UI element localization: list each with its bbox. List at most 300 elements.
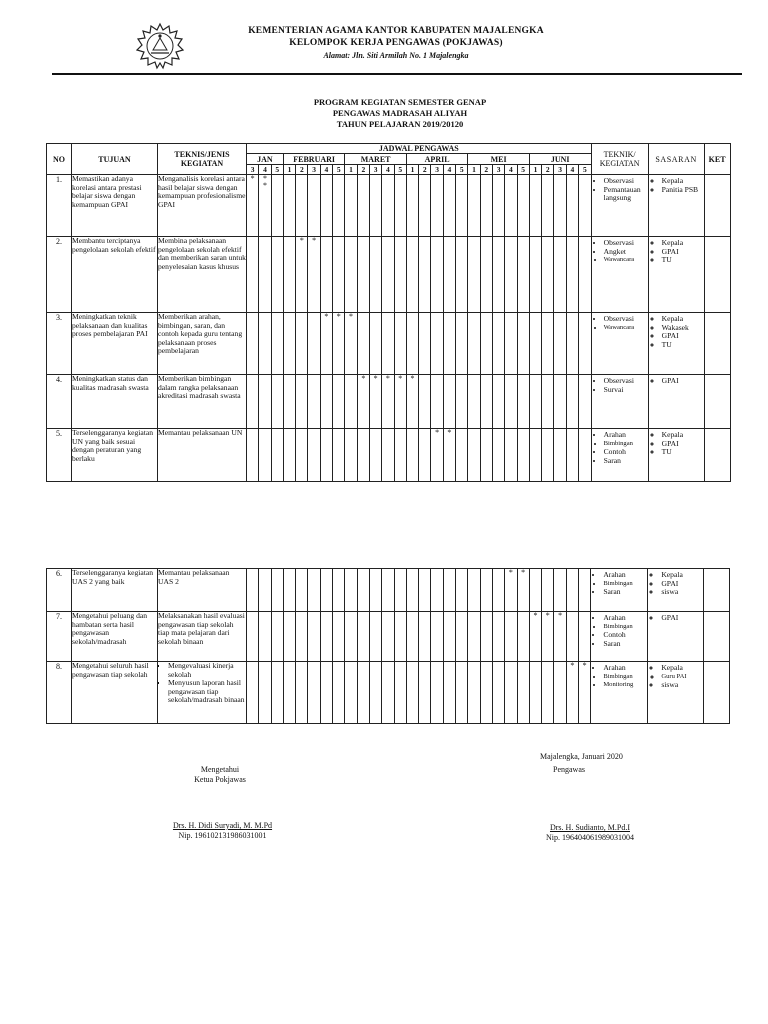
row-number: 6. <box>47 569 72 612</box>
schedule-mark <box>320 662 332 724</box>
schedule-mark <box>259 237 271 313</box>
schedule-mark <box>259 313 271 375</box>
schedule-mark <box>357 612 369 662</box>
schedule-mark <box>394 662 406 724</box>
week-number: 3 <box>554 165 566 175</box>
schedule-mark <box>579 237 592 313</box>
schedule-mark <box>505 175 517 237</box>
schedule-mark <box>320 375 332 429</box>
row-number: 3. <box>47 313 72 375</box>
schedule-mark <box>492 175 504 237</box>
schedule-mark <box>456 662 468 724</box>
sasaran-circle-item: ◦ Guru PAI <box>661 673 703 682</box>
schedule-mark <box>247 662 259 724</box>
teknik-bullet-item: • Arahan <box>603 571 647 580</box>
schedule-mark <box>320 569 332 612</box>
schedule-mark <box>308 612 320 662</box>
row-number: 7. <box>47 612 72 662</box>
teknis-cell: Memberikan bimbingan dalam rangka pelaksanaan akreditasi madrasah swasta <box>158 375 247 429</box>
schedule-mark <box>492 569 504 612</box>
teknik-bullet-item: • Wawancara <box>604 256 648 265</box>
sasaran-circle-item: ◦ GPAI <box>662 377 704 386</box>
teknis-cell <box>158 662 247 724</box>
schedule-mark: * <box>345 313 357 375</box>
schedule-mark <box>456 375 468 429</box>
schedule-mark <box>369 237 381 313</box>
schedule-mark <box>369 313 381 375</box>
sasaran-cell <box>648 175 704 237</box>
tujuan-cell: Mengetahui peluang dan hambatan serta hasil pengawasan sekolah/madrasah <box>72 612 158 662</box>
schedule-mark: * <box>566 662 578 724</box>
schedule-mark <box>271 429 283 482</box>
sign-place-date: Majalengka, Januari 2020 <box>540 752 623 761</box>
week-number: 2 <box>419 165 431 175</box>
schedule-mark <box>431 662 443 724</box>
week-number: 2 <box>542 165 554 175</box>
week-number: 4 <box>382 165 394 175</box>
week-number: 5 <box>394 165 406 175</box>
teknik-bullet-item: • Bimbingan <box>603 673 647 682</box>
teknik-bullet-item: • Contoh <box>603 631 647 640</box>
teknik-bullet-item: • Arahan <box>603 614 647 623</box>
schedule-mark <box>296 313 308 375</box>
schedule-mark <box>480 569 492 612</box>
schedule-mark <box>468 237 480 313</box>
schedule-mark <box>247 237 259 313</box>
sasaran-cell <box>648 313 704 375</box>
schedule-mark <box>505 237 517 313</box>
schedule-mark <box>492 375 504 429</box>
teknik-bullet-item: • Bimbingan <box>603 623 647 632</box>
teknik-bullet-item: • Wawancara <box>604 324 648 333</box>
schedule-mark <box>406 313 418 375</box>
month-header: MEI <box>468 154 529 165</box>
schedule-mark <box>333 569 345 612</box>
schedule-mark <box>406 662 418 724</box>
schedule-mark <box>394 429 406 482</box>
teknik-bullet-item: • Observasi <box>604 315 648 324</box>
schedule-mark <box>505 375 517 429</box>
sasaran-circle-item: ◦ siswa <box>661 681 703 690</box>
schedule-mark <box>431 569 443 612</box>
schedule-mark <box>283 429 295 482</box>
schedule-mark <box>308 313 320 375</box>
schedule-mark <box>333 429 345 482</box>
schedule-mark <box>271 375 283 429</box>
schedule-mark <box>468 175 480 237</box>
schedule-mark <box>296 429 308 482</box>
schedule-mark <box>247 569 259 612</box>
schedule-mark <box>345 429 357 482</box>
schedule-mark <box>456 175 468 237</box>
schedule-mark <box>492 429 504 482</box>
week-number: 5 <box>579 165 592 175</box>
teknis-cell: Memantau pelaksanaan UN <box>158 429 247 482</box>
teknik-cell <box>591 313 648 375</box>
schedule-mark <box>456 569 468 612</box>
schedule-mark <box>357 569 369 612</box>
schedule-mark <box>456 313 468 375</box>
schedule-mark <box>480 375 492 429</box>
schedule-mark <box>554 569 566 612</box>
schedule-mark <box>517 237 529 313</box>
month-header: APRIL <box>406 154 467 165</box>
teknik-cell <box>591 569 648 612</box>
schedule-mark <box>566 375 578 429</box>
teknik-bullet-item: • Observasi <box>604 377 648 386</box>
schedule-mark <box>259 569 271 612</box>
teknik-cell <box>591 237 648 313</box>
week-number: 4 <box>566 165 578 175</box>
teknis-list-item: ▪ Mengevaluasi kinerja sekolah <box>168 662 246 679</box>
tujuan-cell: Membantu terciptanya pengelolaan sekolah efektif <box>72 237 158 313</box>
schedule-mark <box>345 662 357 724</box>
teknik-bullet-item: • Contoh <box>604 448 648 457</box>
col-header-teknik: TEKNIK/ KEGIATAN <box>591 144 648 175</box>
schedule-mark: * <box>394 375 406 429</box>
schedule-mark <box>554 313 566 375</box>
table-row <box>47 429 731 482</box>
schedule-mark <box>296 375 308 429</box>
sasaran-circle-item: ◦ siswa <box>661 588 703 597</box>
week-number: 2 <box>296 165 308 175</box>
table-row <box>47 612 730 662</box>
week-number: 3 <box>492 165 504 175</box>
teknik-bullet-item: • Bimbingan <box>603 580 647 589</box>
sign-right-role: Pengawas <box>553 765 585 774</box>
schedule-mark <box>259 612 271 662</box>
schedule-mark <box>382 175 394 237</box>
schedule-mark <box>468 429 480 482</box>
teknis-cell: Memantau pelaksanaan UAS 2 <box>158 569 247 612</box>
week-number: 4 <box>505 165 517 175</box>
sasaran-circle-item: ◦ Kepala <box>662 177 704 186</box>
schedule-mark <box>296 662 308 724</box>
schedule-mark <box>542 237 554 313</box>
sasaran-circle-item: ◦ Kepala <box>661 571 703 580</box>
teknik-bullet-item: • Saran <box>604 457 648 466</box>
schedule-mark <box>468 313 480 375</box>
table-row <box>47 662 730 724</box>
schedule-mark <box>492 313 504 375</box>
row-number: 1. <box>47 175 72 237</box>
schedule-mark <box>566 612 578 662</box>
header-divider <box>52 73 742 75</box>
schedule-mark <box>443 662 455 724</box>
schedule-mark <box>431 612 443 662</box>
schedule-mark <box>468 612 480 662</box>
sasaran-cell <box>648 569 704 612</box>
sasaran-circle-item: ◦ GPAI <box>661 580 703 589</box>
table-row <box>47 375 731 429</box>
schedule-mark <box>579 313 592 375</box>
week-number: 3 <box>369 165 381 175</box>
week-number: 1 <box>283 165 295 175</box>
tujuan-cell: Meningkatkan status dan kualitas madrasah swasta <box>72 375 158 429</box>
teknik-bullet-item: • Monitoring <box>603 681 647 690</box>
schedule-mark <box>529 375 541 429</box>
month-header: FEBRUARI <box>283 154 344 165</box>
month-header: JUNI <box>529 154 591 165</box>
sasaran-cell <box>648 612 704 662</box>
schedule-mark <box>529 313 541 375</box>
schedule-mark <box>333 237 345 313</box>
schedule-mark <box>296 569 308 612</box>
title-pengawas: PENGAWAS MADRASAH ALIYAH <box>332 108 468 118</box>
tujuan-cell: Mengetahui seluruh hasil pengawasan tiap sekolah <box>72 662 158 724</box>
week-number: 1 <box>529 165 541 175</box>
schedule-mark <box>345 375 357 429</box>
title-program: PROGRAM KEGIATAN SEMESTER GENAP <box>313 97 487 107</box>
schedule-mark <box>369 175 381 237</box>
schedule-mark <box>419 313 431 375</box>
table-row <box>47 569 730 612</box>
schedule-mark <box>492 612 504 662</box>
teknik-bullet-item: • Bimbingan <box>604 440 648 449</box>
header-address: Alamat: Jln. Siti Armilah No. 1 Majalengka <box>323 51 469 60</box>
schedule-mark <box>382 237 394 313</box>
schedule-mark <box>283 569 295 612</box>
row-number: 5. <box>47 429 72 482</box>
schedule-mark: * <box>308 237 320 313</box>
teknik-cell <box>591 429 648 482</box>
schedule-mark <box>394 237 406 313</box>
week-number: 3 <box>431 165 443 175</box>
schedule-table-part1 <box>46 143 731 482</box>
week-number: 1 <box>406 165 418 175</box>
sasaran-circle-item: ◦ TU <box>662 256 704 265</box>
schedule-mark: * * <box>259 175 271 237</box>
schedule-mark <box>443 237 455 313</box>
schedule-mark <box>283 237 295 313</box>
schedule-mark <box>566 237 578 313</box>
schedule-mark <box>308 662 320 724</box>
schedule-mark <box>554 175 566 237</box>
schedule-mark <box>369 569 381 612</box>
schedule-mark <box>271 175 283 237</box>
schedule-mark <box>419 612 431 662</box>
schedule-mark <box>542 429 554 482</box>
teknis-cell: Melaksanakan hasil evaluasi pengawasan tiap sekolah tiap mata pelajaran dari sekolah binaan <box>158 612 247 662</box>
schedule-mark <box>579 429 592 482</box>
schedule-mark <box>579 569 591 612</box>
week-number: 4 <box>320 165 332 175</box>
sign-right-nip: Nip. 196404061989031004 <box>546 833 634 842</box>
week-number: 5 <box>456 165 468 175</box>
schedule-mark <box>505 612 517 662</box>
week-number: 2 <box>480 165 492 175</box>
schedule-mark <box>480 175 492 237</box>
sasaran-cell <box>648 429 704 482</box>
table-row <box>47 237 731 313</box>
schedule-mark <box>271 662 283 724</box>
schedule-mark <box>542 175 554 237</box>
schedule-mark <box>382 429 394 482</box>
schedule-mark <box>320 175 332 237</box>
sasaran-cell <box>648 375 704 429</box>
teknik-cell <box>591 375 648 429</box>
schedule-mark <box>456 237 468 313</box>
schedule-mark <box>247 313 259 375</box>
sasaran-circle-item: ◦ GPAI <box>661 614 703 623</box>
schedule-mark <box>345 175 357 237</box>
schedule-mark <box>554 237 566 313</box>
schedule-mark: * <box>320 313 332 375</box>
schedule-mark <box>431 375 443 429</box>
schedule-mark <box>333 662 345 724</box>
schedule-mark <box>480 662 492 724</box>
schedule-mark <box>345 612 357 662</box>
schedule-table-part2 <box>46 568 730 724</box>
schedule-mark <box>529 569 541 612</box>
col-header-no: NO <box>47 144 72 175</box>
teknis-cell: Membina pelaksanaan pengelolaan sekolah efektif dan memberikan saran untuk penyelesaian kasus khusus <box>158 237 247 313</box>
title-year: TAHUN PELAJARAN 2019/20120 <box>336 119 464 129</box>
sasaran-cell <box>648 662 704 724</box>
week-number: 1 <box>345 165 357 175</box>
schedule-mark <box>357 237 369 313</box>
schedule-mark: * <box>333 313 345 375</box>
schedule-mark <box>406 429 418 482</box>
schedule-mark <box>283 175 295 237</box>
teknik-cell <box>591 175 648 237</box>
schedule-mark <box>259 662 271 724</box>
schedule-mark: * <box>579 662 591 724</box>
row-number: 8. <box>47 662 72 724</box>
sign-left-role2: Ketua Pokjawas <box>194 775 246 784</box>
schedule-mark <box>443 569 455 612</box>
schedule-mark <box>443 313 455 375</box>
tujuan-cell: Meningkatkan teknik pelaksanaan dan kualitas proses pembelajaran PAI <box>72 313 158 375</box>
schedule-mark <box>382 612 394 662</box>
schedule-mark <box>480 429 492 482</box>
teknik-cell <box>591 662 648 724</box>
schedule-mark: * <box>369 375 381 429</box>
schedule-mark <box>357 313 369 375</box>
sasaran-circle-item: ◦ TU <box>662 341 704 350</box>
schedule-mark <box>308 175 320 237</box>
schedule-mark: * <box>529 612 541 662</box>
ket-cell <box>704 175 730 237</box>
tujuan-cell: Terselenggaranya kegiatan UAS 2 yang baik <box>72 569 158 612</box>
schedule-mark <box>247 375 259 429</box>
teknik-bullet-item: • Survai <box>604 386 648 395</box>
schedule-mark <box>480 313 492 375</box>
schedule-mark: * <box>554 612 566 662</box>
month-header: MARET <box>345 154 406 165</box>
schedule-mark <box>517 375 529 429</box>
schedule-mark <box>579 175 592 237</box>
schedule-mark <box>271 612 283 662</box>
schedule-mark: * <box>382 375 394 429</box>
teknik-bullet-item: • Arahan <box>603 664 647 673</box>
schedule-mark <box>517 612 529 662</box>
schedule-mark <box>419 237 431 313</box>
sasaran-circle-item: ◦ GPAI <box>662 332 704 341</box>
schedule-mark <box>480 237 492 313</box>
table-row <box>47 313 731 375</box>
ket-cell <box>704 237 730 313</box>
schedule-mark <box>456 429 468 482</box>
schedule-mark <box>480 612 492 662</box>
schedule-mark <box>517 429 529 482</box>
schedule-mark <box>345 569 357 612</box>
sign-right-name: Drs. H. Sudianto, M.Pd.I <box>549 823 630 832</box>
schedule-mark <box>283 313 295 375</box>
row-number: 2. <box>47 237 72 313</box>
schedule-mark <box>529 662 541 724</box>
schedule-mark <box>529 175 541 237</box>
ket-cell <box>704 569 730 612</box>
schedule-mark <box>505 662 517 724</box>
sasaran-circle-item: ◦ Kepala <box>662 431 704 440</box>
sasaran-circle-item: ◦ Kepala <box>662 239 704 248</box>
sasaran-circle-item: ◦ Panitia PSB <box>662 186 704 195</box>
schedule-mark <box>320 429 332 482</box>
schedule-mark <box>406 612 418 662</box>
schedule-mark <box>443 175 455 237</box>
teknis-list-item: ▪ Menyusun laporan hasil pengawasan tiap sekolah/madrasah binaan <box>168 679 246 705</box>
teknik-cell <box>591 612 648 662</box>
week-number: 3 <box>308 165 320 175</box>
schedule-mark <box>406 175 418 237</box>
col-header-jadwal: JADWAL PENGAWAS <box>247 144 592 154</box>
schedule-mark <box>443 375 455 429</box>
schedule-mark: * <box>296 237 308 313</box>
teknis-cell: Menganalisis korelasi antara hasil belajar siswa dengan kemampuan profesionalisme GPAI <box>158 175 247 237</box>
week-number: 5 <box>333 165 345 175</box>
schedule-mark <box>529 429 541 482</box>
schedule-mark <box>345 237 357 313</box>
schedule-mark <box>382 313 394 375</box>
teknik-bullet-item: • Observasi <box>604 177 648 186</box>
schedule-mark <box>542 569 554 612</box>
ket-cell <box>704 375 730 429</box>
schedule-mark <box>542 375 554 429</box>
schedule-mark <box>357 429 369 482</box>
schedule-mark <box>283 612 295 662</box>
month-header: JAN <box>247 154 284 165</box>
schedule-mark <box>419 375 431 429</box>
header-ministry: KEMENTERIAN AGAMA KANTOR KABUPATEN MAJALENGKA <box>248 26 544 36</box>
sasaran-circle-item: ◦ TU <box>662 448 704 457</box>
sign-left-name: Drs. H. Didi Suryadi, M. M.Pd <box>172 821 273 830</box>
schedule-mark <box>517 662 529 724</box>
ket-cell <box>704 429 730 482</box>
teknik-bullet-item: • Arahan <box>604 431 648 440</box>
schedule-mark <box>431 313 443 375</box>
col-header-sasaran: SASARAN <box>648 144 704 175</box>
row-number: 4. <box>47 375 72 429</box>
schedule-mark <box>320 237 332 313</box>
schedule-mark <box>283 375 295 429</box>
teknik-bullet-item: • Saran <box>603 588 647 597</box>
teknik-bullet-item: • Pemantauan langsung <box>604 186 648 203</box>
schedule-mark <box>419 662 431 724</box>
schedule-mark <box>566 313 578 375</box>
schedule-mark <box>271 237 283 313</box>
tujuan-cell: Terselenggaranya kegiatan UN yang baik sesuai dengan peraturan yang berlaku <box>72 429 158 482</box>
sasaran-circle-item: ◦ Kepala <box>662 315 704 324</box>
schedule-mark <box>247 429 259 482</box>
schedule-mark <box>406 569 418 612</box>
kemenag-emblem-icon <box>136 22 184 70</box>
schedule-mark: * <box>443 429 455 482</box>
schedule-mark <box>554 429 566 482</box>
schedule-mark <box>468 569 480 612</box>
schedule-mark: * <box>406 375 418 429</box>
schedule-mark <box>369 612 381 662</box>
